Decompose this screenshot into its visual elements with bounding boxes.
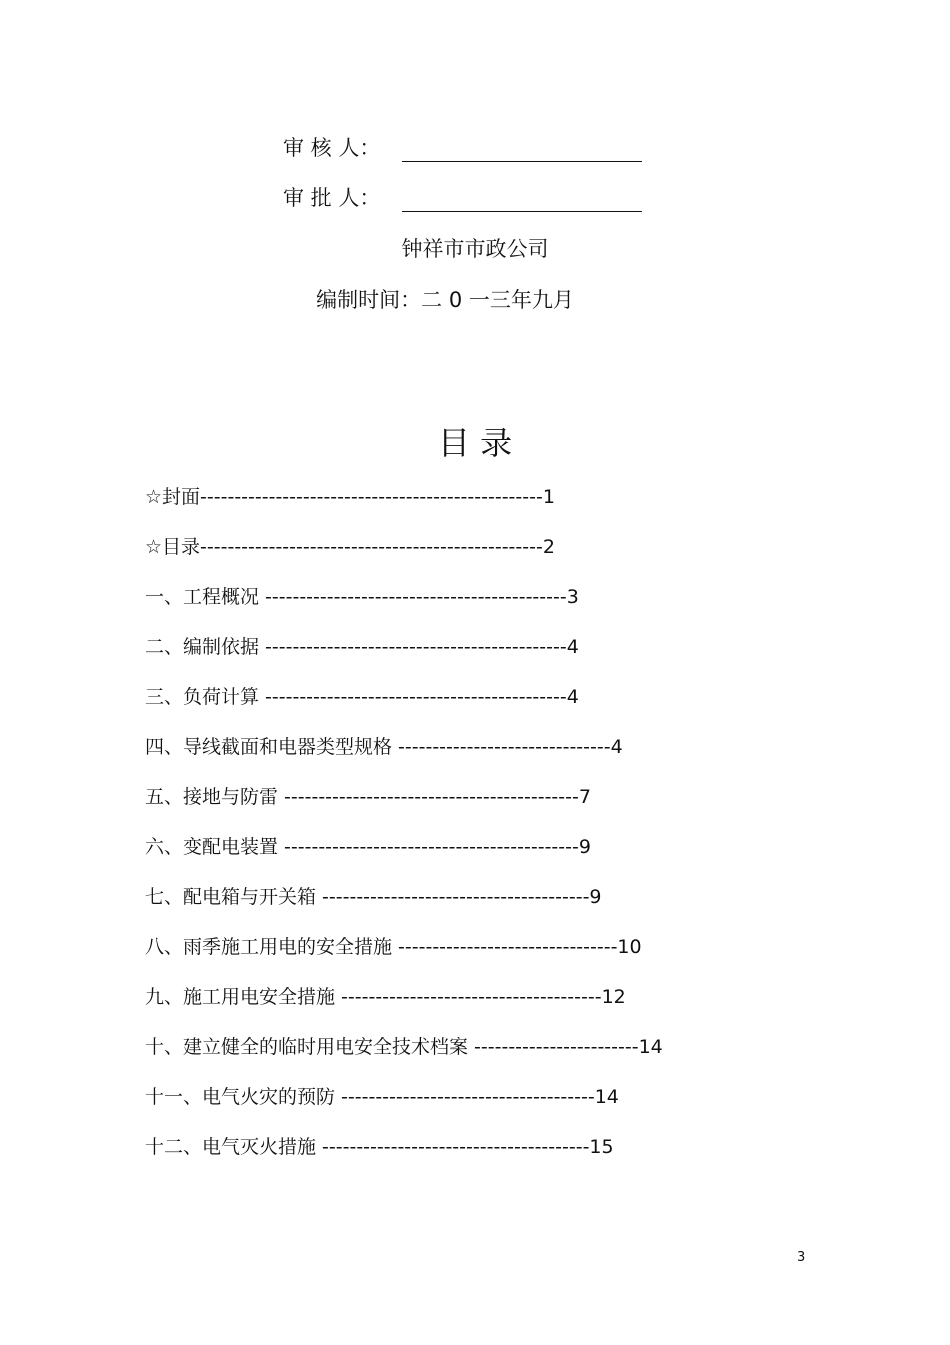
reviewer-label: 审 核 人： bbox=[283, 136, 381, 160]
toc-item[interactable]: ☆封面--------------------------------------------------1 bbox=[145, 486, 555, 508]
toc-item[interactable]: 四、导线截面和电器类型规格 -------------------------------4 bbox=[145, 736, 623, 758]
reviewer-row bbox=[283, 132, 642, 162]
toc-item[interactable]: ☆目录--------------------------------------------------2 bbox=[145, 536, 555, 558]
toc-item[interactable]: 九、施工用电安全措施 --------------------------------------12 bbox=[145, 986, 626, 1008]
toc-item[interactable]: 八、雨季施工用电的安全措施 --------------------------------10 bbox=[145, 936, 642, 958]
company-name: 钟祥市市政公司 bbox=[401, 237, 549, 261]
toc-title: 目 录 bbox=[437, 424, 513, 462]
toc-item[interactable]: 五、接地与防雷 -------------------------------------------7 bbox=[145, 786, 591, 808]
toc-item[interactable]: 一、工程概况 --------------------------------------------3 bbox=[145, 586, 579, 608]
toc-item[interactable]: 六、变配电装置 -------------------------------------------9 bbox=[145, 836, 591, 858]
page-number: 3 bbox=[797, 1250, 806, 1265]
toc-item[interactable]: 十、建立健全的临时用电安全技术档案 ------------------------14 bbox=[145, 1036, 663, 1058]
toc-item[interactable]: 七、配电箱与开关箱 ---------------------------------------9 bbox=[145, 886, 602, 908]
approver-signature-line bbox=[402, 187, 642, 212]
toc-item[interactable]: 二、编制依据 --------------------------------------------4 bbox=[145, 636, 579, 658]
toc-item[interactable]: 三、负荷计算 --------------------------------------------4 bbox=[145, 686, 579, 708]
compile-date: 编制时间：二 0 一三年九月 bbox=[316, 288, 574, 312]
approver-label: 审 批 人： bbox=[283, 186, 381, 210]
toc-item[interactable]: 十一、电气火灾的预防 -------------------------------------14 bbox=[145, 1086, 619, 1108]
approver-row bbox=[283, 182, 642, 212]
reviewer-signature-line bbox=[402, 137, 642, 162]
toc-item[interactable]: 十二、电气灭火措施 ---------------------------------------15 bbox=[145, 1136, 614, 1158]
